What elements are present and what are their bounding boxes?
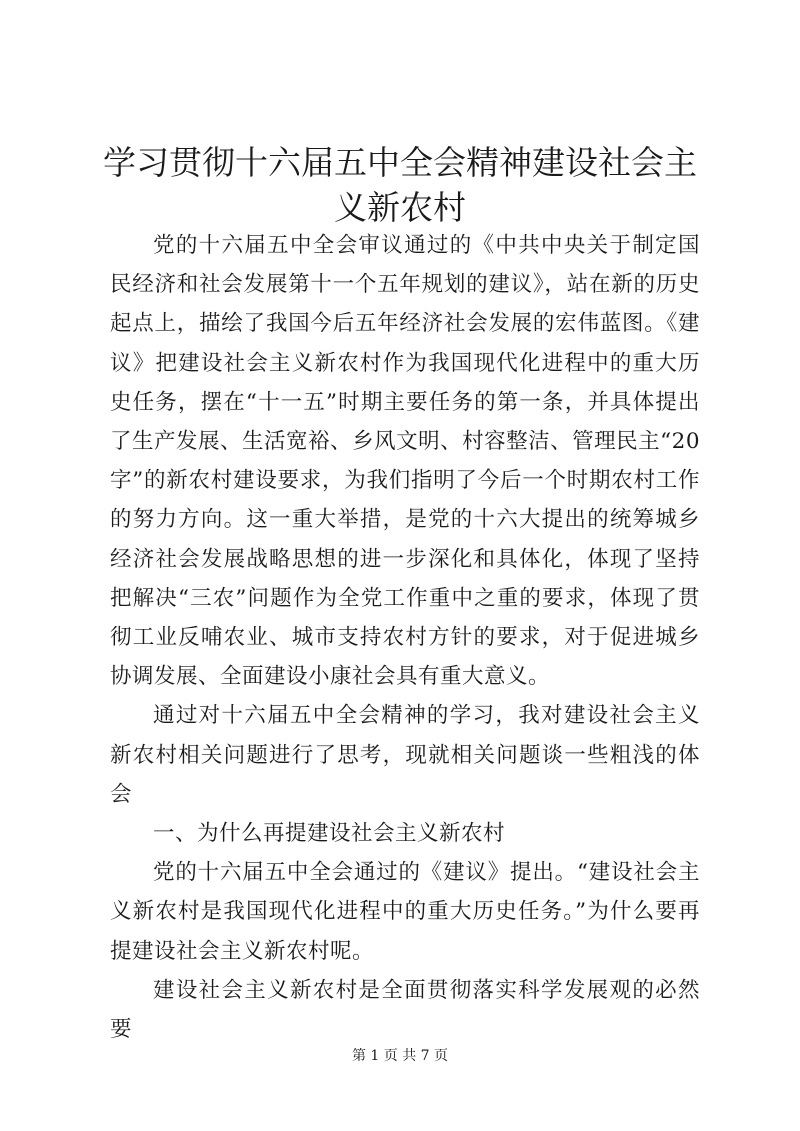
paragraph-reflection: 通过对十六届五中全会精神的学习，我对建设社会主义新农村相关问题进行了思考，现就相关问题谈一些粗浅的体会 [110, 703, 700, 807]
section-heading-1: 一、为什么再提建设社会主义新农村 [153, 821, 506, 847]
paragraph-continuation: 建设社会主义新农村是全面贯彻落实科学发展观的必然要 [110, 977, 700, 1043]
page-footer: 第 1 页 共 7 页 [351, 1048, 449, 1064]
paragraph-intro: 党的十六届五中全会审议通过的《中共中央关于制定国民经济和社会发展第十一个五年规划的建议》，站在新的历史起点上，描绘了我国今后五年经济社会发展的宏伟蓝图。《建议》把建设社会主义新农村作为我国现代化进程中的重大历史任务，摆在“十一五”时期主要任务的第一条，并具体提出了生产发展、生活宽裕、乡风文明、村容整洁、管理民主“20字”的新农村建设要求，为我们指明了今后一个时期农村工作的努力方向。这一重大举措，是党的十六大提出的统筹城乡经济社会发展战略思想的进一步深化和具体化，体现了坚持把解决“三农”问题作为全党工作重中之重的要求，体现了贯彻工业反哺农业、城市支持农村方针的要求，对于促进城乡协调发展、全面建设小康社会具有重大意义。 [110, 233, 700, 690]
paragraph-proposal: 党的十六届五中全会通过的《建议》提出。“建设社会主义新农村是我国现代化进程中的重大历史任务。”为什么要再提建设社会主义新农村呢。 [110, 860, 700, 964]
document-title: 学习贯彻十六届五中全会精神建设社会主义新农村 [103, 143, 697, 227]
document-body [110, 226, 700, 1049]
